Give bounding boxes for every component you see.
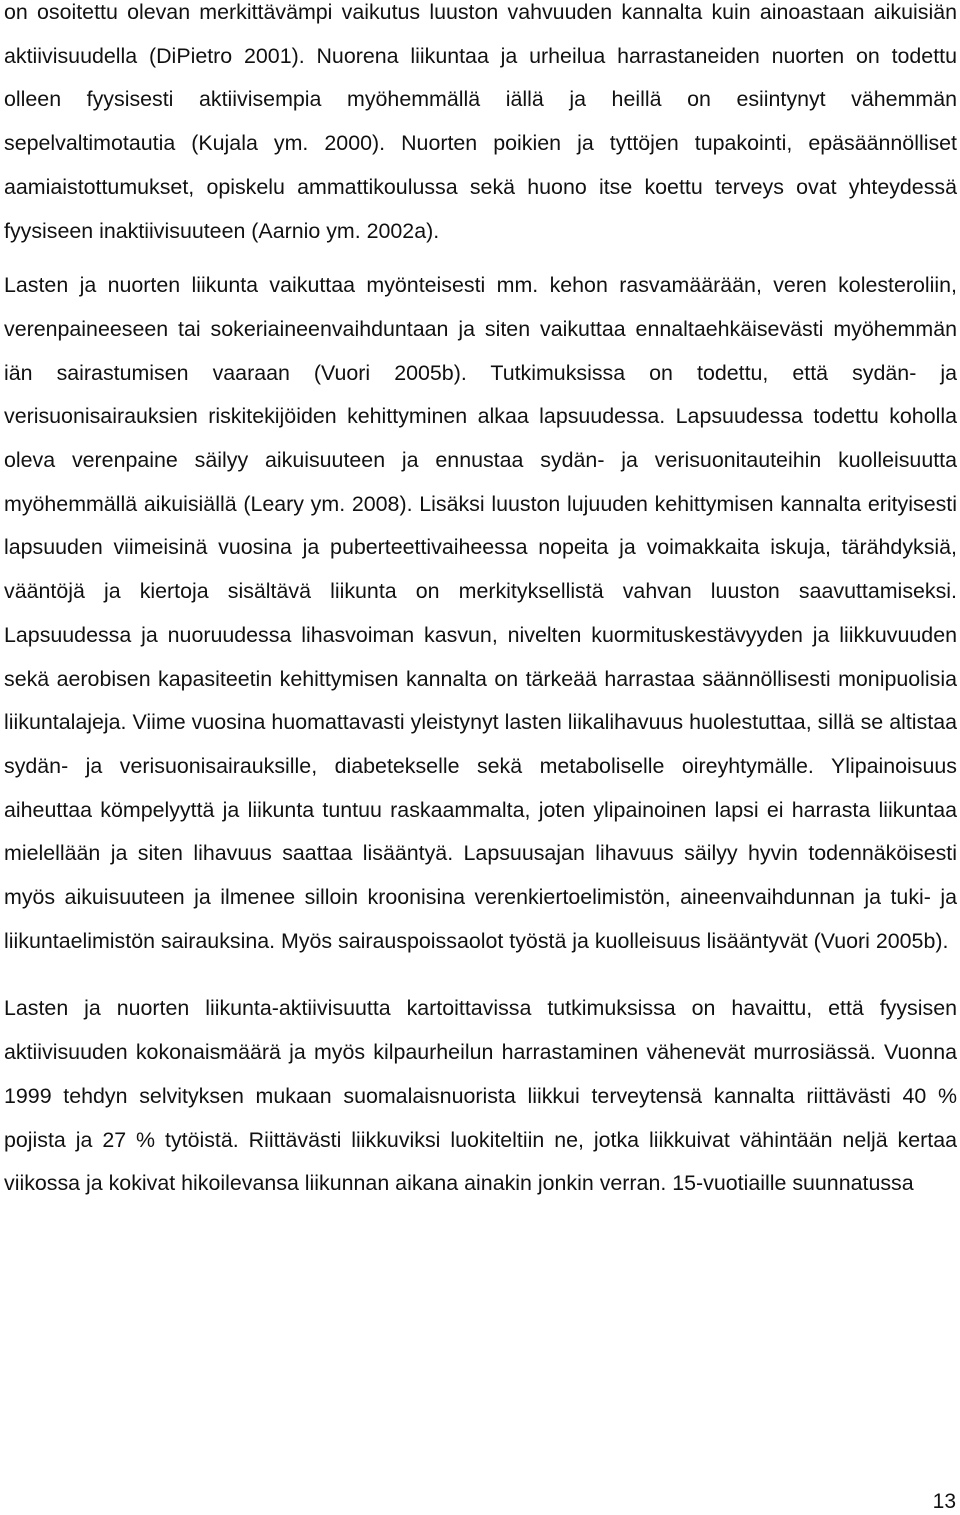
paragraph-health-effects: Lasten ja nuorten liikunta vaikuttaa myönteisesti mm. kehon rasvamäärään, veren kolesteroliin, verenpaineeseen tai sokeriaineenvaihduntaan ja siten vaikuttaa ennaltaehkäisevästi myöhemmän iän sairastumisen vaaraan (Vuori 2005b). Tutkimuksissa on todettu, että sydän- ja verisuonisairauksien riskitekijöiden kehittyminen alkaa lapsuudessa. Lapsuudessa todettu koholla oleva verenpaine säilyy aikuisuuteen ja ennustaa sydän- ja verisuonitauteihin kuolleisuutta myöhemmällä aikuisiällä (Leary ym. 2008). Lisäksi luuston lujuuden kehittymisen kannalta erityisesti lapsuuden viimeisinä vuosina ja puberteettivaiheessa nopeita ja voimakkaita iskuja, tärähdyksiä, vääntöjä ja kiertoja sisältävä liikunta on merkityksellistä vahvan luuston saavuttamiseksi. Lapsuudessa ja nuoruudessa lihasvoiman kasvun, nivelten kuormituskestävyyden ja liikkuvuuden sekä aerobisen kapasiteetin kehittymisen kannalta on tärkeää harrastaa säännöllisesti monipuolisia liikuntalajeja. Viime vuosina huomattavasti yleistynyt lasten liikalihavuus huolestuttaa, sillä se altistaa sydän- ja verisuonisairauksille, diabetekselle sekä metaboliselle oireyhtymälle. Ylipainoisuus aiheuttaa kömpelyyttä ja liikunta tuntuu raskaammalta, joten ylipainoinen lapsi ei harrasta liikuntaa mielellään ja siten lihavuus saattaa lisääntyä. Lapsuusajan lihavuus säilyy hyvin todennäköisesti myös aikuisuuteen ja ilmenee silloin kroonisina verenkiertoelimistön, aineenvaihdunnan ja tuki- ja liikuntaelimistön sairauksina. Myös sairauspoissaolot työstä ja kuolleisuus lisääntyvät (Vuori 2005b).: [4, 273, 957, 953]
page-number: 13: [932, 1490, 956, 1513]
document-page: [4, 0, 957, 1206]
paragraph-bone-strength-activity: on osoitettu olevan merkittävämpi vaikutus luuston vahvuuden kannalta kuin ainoastaan aikuisiän aktiivisuudella (DiPietro 2001). Nuorena liikuntaa ja urheilua harrastaneiden nuorten on todettu olleen fyysisesti aktiivisempia myöhemmällä iällä ja heillä on esiintynyt vähemmän sepelvaltimotautia (Kujala ym. 2000). Nuorten poikien ja tyttöjen tupakointi, epäsäännölliset aamiaistottumukset, opiskelu ammattikoulussa sekä huono itse koettu terveys ovat yhteydessä fyysiseen inaktiivisuuteen (Aarnio ym. 2002a).: [4, 0, 957, 243]
paragraph-spacer: [4, 253, 957, 264]
paragraph-activity-surveys: Lasten ja nuorten liikunta-aktiivisuutta kartoittavissa tutkimuksissa on havaittu, että fyysisen aktiivisuuden kokonaismäärä ja myös kilpaurheilun harrastaminen vähenevät murrosiässä. Vuonna 1999 tehdyn selvityksen mukaan suomalaisnuorista liikkui terveytensä kannalta riittävästi 40 % pojista ja 27 % tytöistä. Riittävästi liikkuviksi luokiteltiin ne, jotka liikkuivat vähintään neljä kertaa viikossa ja kokivat hikoilevansa liikunnan aikana ainakin jonkin verran. 15-vuotiaille suunnatussa: [4, 996, 957, 1196]
paragraph-spacer: [4, 963, 957, 987]
